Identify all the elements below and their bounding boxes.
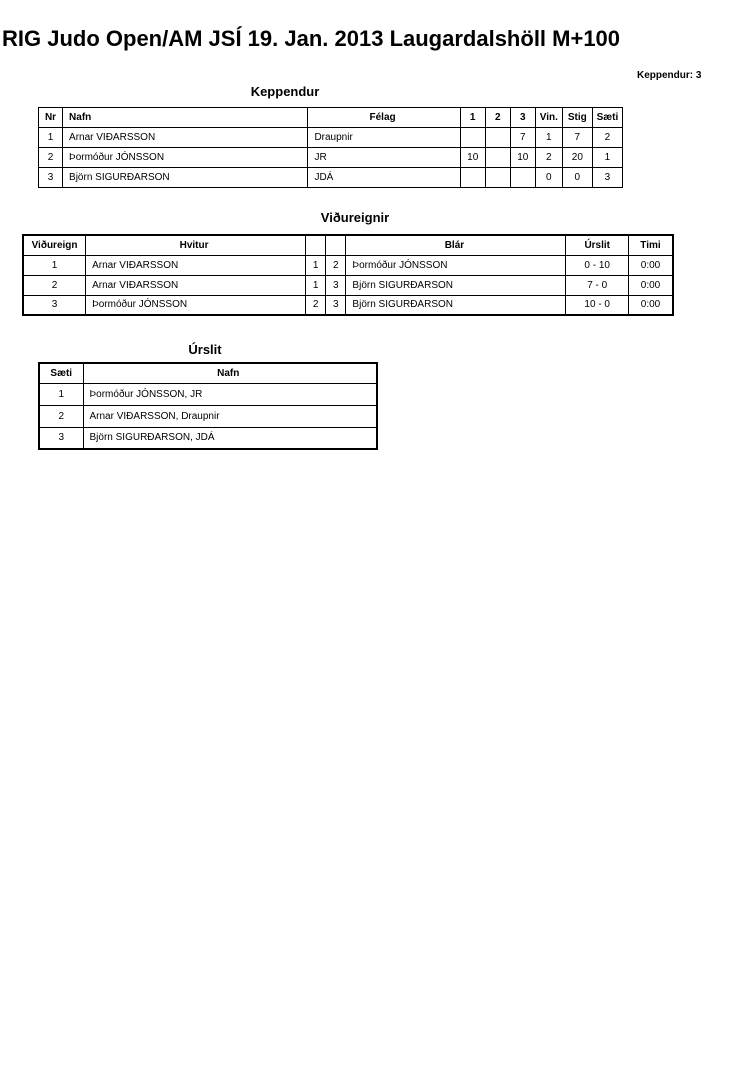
section-heading-vidureignir: Viðureignir [320,210,390,225]
section-heading-keppendur: Keppendur [250,84,320,99]
column-header-vidureign: Viðureign [23,235,86,255]
table-row [23,275,673,295]
cell-vidureign-nr: 2 [23,275,86,295]
cell-hvitur: Arnar VIÐARSSON [86,275,306,295]
competitor-count-label: Keppendur: 3 [637,70,702,81]
cell-saeti: 3 [39,427,83,449]
cell-stig: 20 [562,148,592,168]
cell-urslit: 10 - 0 [566,295,629,315]
cell-saeti: 3 [592,168,622,188]
column-header-blar: Blár [346,235,566,255]
column-header-stig: Stig [562,108,592,128]
column-header-hvitur: Hvitur [86,235,306,255]
table-row [39,383,377,405]
page-title: RIG Judo Open/AM JSÍ 19. Jan. 2013 Laugardalshöll M+100 [2,26,621,51]
cell-nafn: Þormóður JÓNSSON [63,148,308,168]
table-row [39,148,623,168]
cell-felag: Draupnir [308,128,460,148]
cell-nafn: Arnar VIÐARSSON [63,128,308,148]
cell-urslit: 0 - 10 [566,255,629,275]
cell-nafn: Björn SIGURÐARSON [63,168,308,188]
cell-felag: JDÁ [308,168,460,188]
column-header-vin: Vin. [535,108,562,128]
column-header-blue-nr [326,235,346,255]
cell-saeti: 1 [39,383,83,405]
table-row [23,255,673,275]
table-row [39,168,623,188]
cell-saeti: 2 [592,128,622,148]
cell-blar: Björn SIGURÐARSON [346,295,566,315]
column-header-nafn: Nafn [83,363,377,383]
column-header-nafn: Nafn [63,108,308,128]
section-heading-urslit: Úrslit [188,342,222,357]
cell-hvitur: Þormóður JÓNSSON [86,295,306,315]
cell-match-3: 7 [510,128,535,148]
cell-vin: 0 [535,168,562,188]
cell-nr: 2 [39,148,63,168]
column-header-nr: Nr [39,108,63,128]
cell-stig: 0 [562,168,592,188]
cell-white-nr: 1 [306,275,326,295]
column-header-felag: Félag [308,108,460,128]
cell-nr: 3 [39,168,63,188]
table-row [39,427,377,449]
cell-white-nr: 2 [306,295,326,315]
cell-felag: JR [308,148,460,168]
cell-nr: 1 [39,128,63,148]
cell-timi: 0:00 [629,295,674,315]
table-header-row [23,235,673,255]
column-header-saeti: Sæti [592,108,622,128]
cell-white-nr: 1 [306,255,326,275]
cell-timi: 0:00 [629,255,674,275]
cell-hvitur: Arnar VIÐARSSON [86,255,306,275]
table-header-row [39,108,623,128]
cell-match-1 [460,168,485,188]
cell-vin: 2 [535,148,562,168]
cell-match-2 [485,148,510,168]
column-header-match-2: 2 [485,108,510,128]
cell-blar: Björn SIGURÐARSON [346,275,566,295]
cell-stig: 7 [562,128,592,148]
table-row [39,128,623,148]
cell-match-1 [460,128,485,148]
cell-match-3: 10 [510,148,535,168]
cell-urslit: 7 - 0 [566,275,629,295]
cell-blue-nr: 3 [326,295,346,315]
column-header-white-nr [306,235,326,255]
column-header-urslit: Úrslit [566,235,629,255]
cell-vidureign-nr: 1 [23,255,86,275]
cell-blar: Þormóður JÓNSSON [346,255,566,275]
cell-blue-nr: 2 [326,255,346,275]
table-header-row [39,363,377,383]
column-header-match-1: 1 [460,108,485,128]
column-header-saeti: Sæti [39,363,83,383]
cell-nafn: Arnar VIÐARSSON, Draupnir [83,405,377,427]
cell-saeti: 2 [39,405,83,427]
cell-blue-nr: 3 [326,275,346,295]
cell-vin: 1 [535,128,562,148]
cell-saeti: 1 [592,148,622,168]
cell-match-3 [510,168,535,188]
cell-nafn: Björn SIGURÐARSON, JDÁ [83,427,377,449]
table-row [39,405,377,427]
cell-match-2 [485,168,510,188]
column-header-timi: Timi [629,235,674,255]
table-urslit [38,362,378,450]
cell-vidureign-nr: 3 [23,295,86,315]
cell-nafn: Þormóður JÓNSSON, JR [83,383,377,405]
cell-match-1: 10 [460,148,485,168]
table-keppendur [38,107,623,188]
cell-match-2 [485,128,510,148]
cell-timi: 0:00 [629,275,674,295]
column-header-match-3: 3 [510,108,535,128]
table-vidureignir [22,234,674,316]
table-row [23,295,673,315]
